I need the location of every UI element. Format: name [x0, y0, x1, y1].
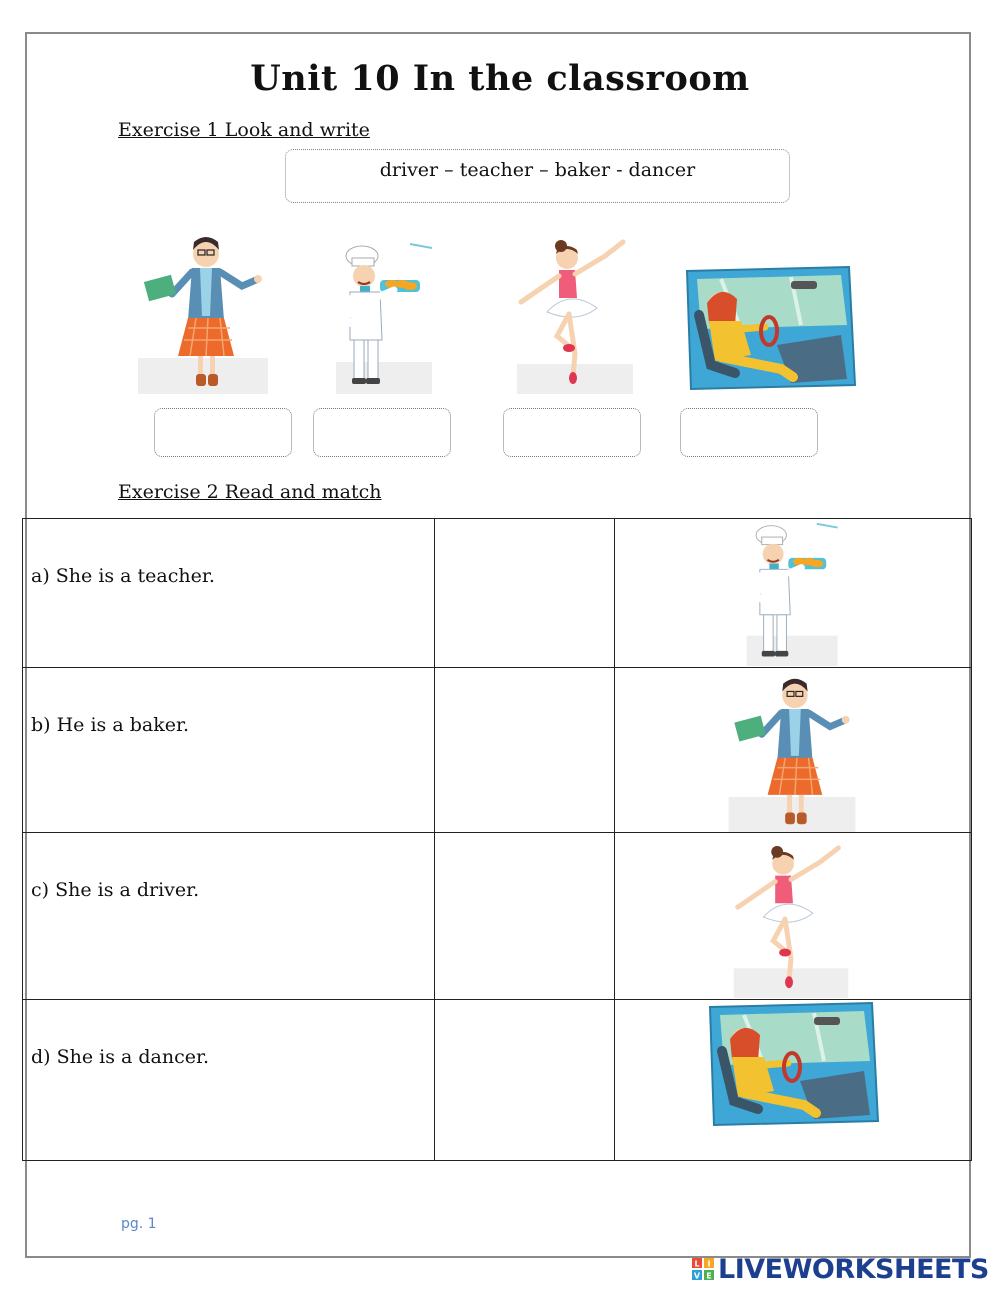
svg-text:V: V: [693, 1271, 701, 1280]
sentence-c[interactable]: c) She is a driver.: [31, 879, 200, 901]
answer-box-driver[interactable]: [680, 408, 818, 457]
liveworksheets-logo: [692, 1254, 989, 1284]
sentence-a[interactable]: a) She is a teacher.: [31, 565, 215, 587]
svg-text:E: E: [706, 1271, 712, 1280]
page-number: pg. 1: [121, 1216, 157, 1232]
table-row-divider: [22, 832, 972, 833]
table-row-divider: [22, 999, 972, 1000]
liveworksheets-logo-icon: [692, 1258, 714, 1280]
sentence-b[interactable]: b) He is a baker.: [31, 714, 189, 736]
teacher-picture: [138, 228, 268, 394]
dancer-picture: [517, 236, 633, 394]
answer-box-teacher[interactable]: [154, 408, 292, 457]
teacher-picture-match[interactable]: [727, 670, 857, 832]
table-border-top: [22, 518, 972, 519]
svg-text:I: I: [707, 1259, 711, 1269]
answer-box-dancer[interactable]: [503, 408, 641, 457]
table-column-divider: [434, 518, 435, 1161]
baker-picture: [336, 240, 436, 394]
svg-text:L: L: [694, 1259, 700, 1269]
word-bank: driver – teacher – baker - dancer: [285, 149, 790, 203]
table-border-left: [22, 518, 23, 1161]
exercise-1-heading: Exercise 1 Look and write: [118, 119, 370, 141]
table-column-divider: [614, 518, 615, 1161]
answer-box-baker[interactable]: [313, 408, 451, 457]
dancer-picture-match[interactable]: [733, 842, 849, 998]
table-border-right: [971, 518, 972, 1161]
driver-picture: [681, 265, 857, 393]
table-border-bottom: [22, 1160, 972, 1161]
driver-picture-match[interactable]: [704, 1001, 880, 1129]
baker-picture-match[interactable]: [744, 520, 844, 666]
liveworksheets-brand-text: LIVEWORKSHEETS: [718, 1253, 989, 1285]
page-title: Unit 10 In the classroom: [250, 58, 750, 99]
table-row-divider: [22, 667, 972, 668]
sentence-d[interactable]: d) She is a dancer.: [31, 1046, 210, 1068]
exercise-2-heading: Exercise 2 Read and match: [118, 481, 382, 503]
